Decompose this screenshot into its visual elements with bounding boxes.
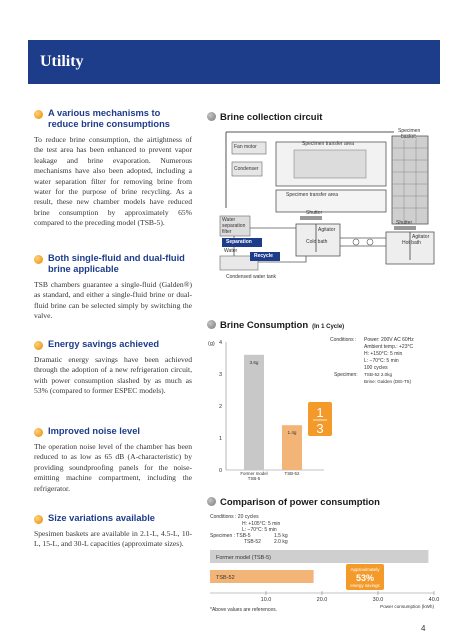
savings-badge-top: Approximately <box>350 567 380 572</box>
y-tick-label: 1 <box>218 436 222 442</box>
label-condenser: Condenser <box>234 166 259 172</box>
label-wsf-2: separation <box>222 223 246 229</box>
power-conditions-label: Conditions : 20 cycles <box>210 514 259 520</box>
x-tick-label: 40.0 <box>428 597 440 603</box>
category-label: Former model <box>240 471 268 476</box>
page-title: Utility <box>40 53 84 70</box>
y-tick-label: 3 <box>218 372 222 378</box>
section-heading: A various mechanisms to reduce brine consumptions <box>34 108 192 130</box>
power-specimen-label: Specimen : TSB-5 <box>210 533 251 539</box>
brine-condition-2: H: +150°C: 5 min <box>364 351 403 357</box>
label-water: Water <box>224 248 238 254</box>
orange-bullet-icon <box>34 110 43 119</box>
label-separation: Separation <box>226 239 252 245</box>
section-energy-savings <box>34 339 192 397</box>
y-tick-label: 0 <box>218 468 222 474</box>
section-body: The operation noise level of the chamber has been reduced to as low as 65 dB (A-characteristic) by providing soundproofing panels for the noise-emitting machine compartment, including the refrigerator. <box>34 442 192 493</box>
section-body: Spesimen baskets are available in 2.1-L, 4.5-L, 10-L, 15-L, and 30-L capacities (approximate sizes). <box>34 529 192 549</box>
label-shutter-1: Shutter <box>306 210 323 216</box>
brine-circuit-diagram <box>206 128 442 284</box>
savings-badge-percent: 53% <box>355 573 375 583</box>
bar <box>244 355 264 470</box>
bar-category-label: TSB-52 <box>216 575 235 581</box>
brine-condition-1: Ambient temp.: +23°C <box>364 344 414 350</box>
brine-chart <box>206 332 442 482</box>
label-recycle: Recycle <box>254 253 273 259</box>
gray-bullet-icon <box>207 497 216 506</box>
bar-category-label: Former model (TSB-5) <box>216 555 272 561</box>
section-heading: Improved noise level <box>34 426 192 437</box>
section-size-variations <box>34 513 192 550</box>
section-fluid-applicable <box>34 253 192 322</box>
ratio-numerator: 1 <box>316 405 324 420</box>
y-axis-label: (g) <box>208 341 215 347</box>
label-transfer-top: Specimen transfer area <box>302 141 354 147</box>
title-banner <box>28 40 440 84</box>
page-number: 4 <box>421 624 426 633</box>
brine-conditions-label: Conditions : <box>330 337 357 343</box>
x-tick-label: 30.0 <box>372 597 384 603</box>
brine-condition-3: L: −70°C: 5 min <box>364 358 399 364</box>
section-body: To reduce brine consumption, the airtightness of the test area has been enhanced to prevent vapor leakage and brine evaporation. Numerous mechanisms have also been adopted, including a water separation filter for removing brine from water for the purpose of brine recycling. As a result, these new chamber models have reduced brine consumption by approximately 65% compared to the preceding model (TSB-5). <box>34 135 192 228</box>
section-body: TSB chambers guarantee a single-fluid (Galden®) as standard, and either a single-fluid brine or dual-fluid brine can be selected simply by switching the valve. <box>34 280 192 321</box>
savings-badge-bottom: energy savings <box>350 583 380 588</box>
orange-bullet-icon <box>34 428 43 437</box>
label-basket-2: basket <box>401 134 416 140</box>
gray-bullet-icon <box>207 320 216 329</box>
orange-bullet-icon <box>34 341 43 350</box>
power-specimen-val-0: 1.5 kg <box>274 533 288 539</box>
brine-condition-4: 100 cycles <box>364 365 388 371</box>
label-basket-1: Specimen <box>398 128 421 134</box>
section-heading: Energy savings achieved <box>34 339 192 350</box>
power-note: *Above values are references. <box>210 607 277 613</box>
x-axis-label: Power consumption (kWh) <box>380 604 434 609</box>
power-chart <box>206 510 442 614</box>
label-hot-bath: Hot bath <box>402 240 421 246</box>
power-cond-1: L: −70°C: 5 min <box>242 527 277 533</box>
label-fan-motor: Fan motor <box>234 144 257 150</box>
label-wsf-1: Water <box>222 217 236 223</box>
power-specimen-val-1: 2.0 kg <box>274 539 288 545</box>
y-tick-label: 2 <box>218 404 222 410</box>
label-agitator-1: Agitator <box>318 227 336 233</box>
label-wsf-3: filter <box>222 229 232 235</box>
brine-specimen-1: Brine: Galden (DEI-T5) <box>364 379 411 384</box>
gray-bullet-icon <box>207 112 216 121</box>
orange-bullet-icon <box>34 255 43 264</box>
ratio-denominator: 3 <box>316 421 324 436</box>
category-label: TSB-5 <box>247 476 261 481</box>
section-body: Dramatic energy savings have been achieved through the adoption of a new refrigeration circuit, with power consumption slashed by as much as 53% (compared to former ESPEC models). <box>34 355 192 396</box>
section-heading: Size variations available <box>34 513 192 524</box>
power-heading: Comparison of power consumption <box>207 497 380 508</box>
x-tick-label: 20.0 <box>316 597 328 603</box>
label-cold-bath: Cold bath <box>306 239 328 245</box>
power-specimen-line2: TSB-52 <box>244 539 261 545</box>
circuit-drawing <box>206 128 442 284</box>
x-tick-label: 10.0 <box>260 597 272 603</box>
brine-heading: Brine Consumption (In 1 Cycle) <box>207 320 344 331</box>
brine-specimen-label: Specimen: <box>334 372 358 378</box>
section-noise-level <box>34 426 192 494</box>
power-cond-0: H: +105°C: 5 min <box>242 521 281 527</box>
label-tank: Condensed water tank <box>226 274 277 280</box>
orange-bullet-icon <box>34 515 43 524</box>
category-label: TSB-52 <box>284 471 300 476</box>
section-brine-mechanisms <box>34 108 192 229</box>
label-agitator-2: Agitator <box>412 234 430 240</box>
brine-specimen-0: TSB-52 2.0kg <box>364 372 393 377</box>
brine-condition-0: Power: 200V AC 60Hz <box>364 337 414 343</box>
circuit-heading: Brine collection circuit <box>207 112 322 123</box>
label-shutter-2: Shutter <box>396 220 413 226</box>
section-heading: Both single-fluid and dual-fluid brine applicable <box>34 253 192 275</box>
bar-value-label: 1.4g <box>287 430 297 436</box>
y-tick-label: 4 <box>218 340 222 346</box>
bar-value-label: 3.6g <box>249 359 259 365</box>
brine-chart-svg <box>206 332 442 482</box>
label-transfer-mid: Specimen transfer area <box>286 192 338 198</box>
